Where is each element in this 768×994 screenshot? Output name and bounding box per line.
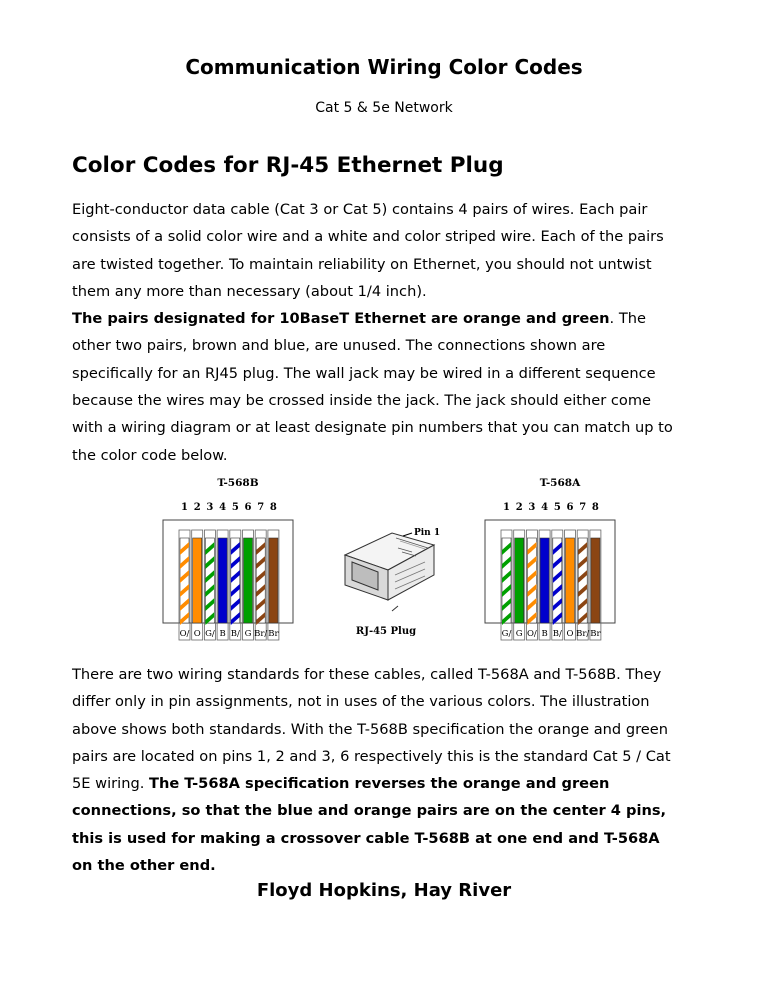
pin-number: 4: [219, 502, 227, 513]
wire-4: [218, 538, 227, 623]
pin-number: 8: [269, 502, 277, 513]
intro-line: specifically for an RJ45 plug. The wall jack may be wired in a different sequence: [72, 364, 656, 382]
wire-2: [515, 538, 524, 623]
pin-number: 7: [257, 502, 265, 513]
wire-code-label: G: [515, 629, 523, 639]
standards-bold-line: this is used for making a crossover cable T-568B at one end and T-568A: [72, 829, 660, 847]
intro-line: Eight-conductor data cable (Cat 3 or Cat 5) contains 4 pairs of wires. Each pair: [72, 201, 648, 218]
plug-caption: RJ-45 Plug: [355, 626, 417, 637]
wire-8: [591, 538, 600, 623]
standards-line: above shows both standards. With the T-568B specification the orange and green: [72, 720, 668, 738]
standards-line: pairs are located on pins 1, 2 and 3, 6 respectively this is the standard Cat 5 / Cat: [72, 747, 671, 765]
wire-code-label: Br/: [254, 629, 268, 639]
standards-line: 5E wiring.: [72, 775, 149, 793]
pin-number: 3: [206, 502, 214, 513]
page-title: Communication Wiring Color Codes: [185, 55, 583, 79]
pin-number: 2: [515, 502, 523, 513]
rj45-plug-illustration: [345, 528, 440, 637]
pin-number: 6: [566, 502, 574, 513]
wire-code-label: Br: [590, 629, 601, 639]
wire-4: [540, 538, 549, 623]
page-subtitle: Cat 5 & 5e Network: [315, 100, 453, 116]
pin-number: 8: [591, 502, 599, 513]
wire-code-label: O: [566, 629, 574, 639]
wiring-diagram: [0, 470, 768, 650]
pin-number: 1: [503, 502, 510, 513]
wire-6: [566, 538, 575, 623]
pin-number: 1: [181, 502, 188, 513]
wire-code-label: O/: [526, 629, 537, 639]
intro-line: consists of a solid color wire and a white and color striped wire. Each of the pairs: [72, 228, 664, 246]
pin-number: 4: [541, 502, 549, 513]
pin-number: 5: [553, 502, 561, 513]
intro-line: because the wires may be crossed inside the jack. The jack should either come: [72, 392, 652, 410]
wire-code-label: B/: [230, 629, 240, 639]
intro-line: them any more than necessary (about 1/4 inch).: [72, 282, 427, 300]
wire-code-label: Br/: [576, 629, 590, 639]
wire-code-label: B: [219, 629, 226, 639]
wire-2: [193, 538, 202, 623]
intro-line: the color code below.: [72, 446, 228, 464]
standards-bold-line: The T-568A specification reverses the orange and green: [148, 775, 610, 793]
pin-number: 6: [244, 502, 252, 513]
t568b-connector: [163, 477, 293, 640]
author-signature: Floyd Hopkins, Hay River: [256, 880, 512, 901]
intro-line: other two pairs, brown and blue, are unused. The connections shown are: [72, 337, 606, 355]
pin-number: 3: [528, 502, 536, 513]
standards-line: There are two wiring standards for these cables, called T-568A and T-568B. They: [72, 666, 662, 683]
pin-number: 5: [231, 502, 239, 513]
intro-bold-statement: The pairs designated for 10BaseT Ethernet are orange and green: [72, 310, 610, 328]
intro-line: with a wiring diagram or at least designate pin numbers that you can match up to: [72, 419, 673, 437]
wire-code-label: O/: [179, 629, 190, 639]
standard-label: T-568B: [217, 477, 259, 489]
wire-code-label: O: [193, 629, 201, 639]
wire-code-label: G/: [205, 629, 215, 639]
intro-paragraph: [72, 196, 712, 469]
standards-bold-line: on the other end.: [72, 857, 216, 875]
wire-8: [269, 538, 278, 623]
wire-code-label: G: [244, 629, 252, 639]
pin-number: 7: [579, 502, 587, 513]
wire-code-label: G/: [501, 629, 512, 639]
standards-line: differ only in pin assignments, not in uses of the various colors. The illustration: [72, 693, 650, 711]
standards-paragraph: [72, 661, 712, 879]
wire-code-label: B: [541, 629, 548, 639]
intro-line: are twisted together. To maintain reliability on Ethernet, you should not untwist: [72, 255, 652, 273]
pin1-label: Pin 1: [414, 528, 441, 538]
t568a-connector: [485, 477, 615, 640]
pin-number: 2: [193, 502, 201, 513]
wire-6: [244, 538, 253, 623]
wire-code-label: B/: [552, 629, 562, 639]
standard-label: T-568A: [539, 477, 581, 489]
wire-code-label: Br: [268, 629, 279, 639]
intro-line: . The: [609, 310, 646, 328]
pin1-pointer: [403, 533, 412, 536]
standards-bold-line: connections, so that the blue and orange pairs are on the center 4 pins,: [72, 802, 667, 820]
section-heading: Color Codes for RJ-45 Ethernet Plug: [72, 153, 504, 178]
